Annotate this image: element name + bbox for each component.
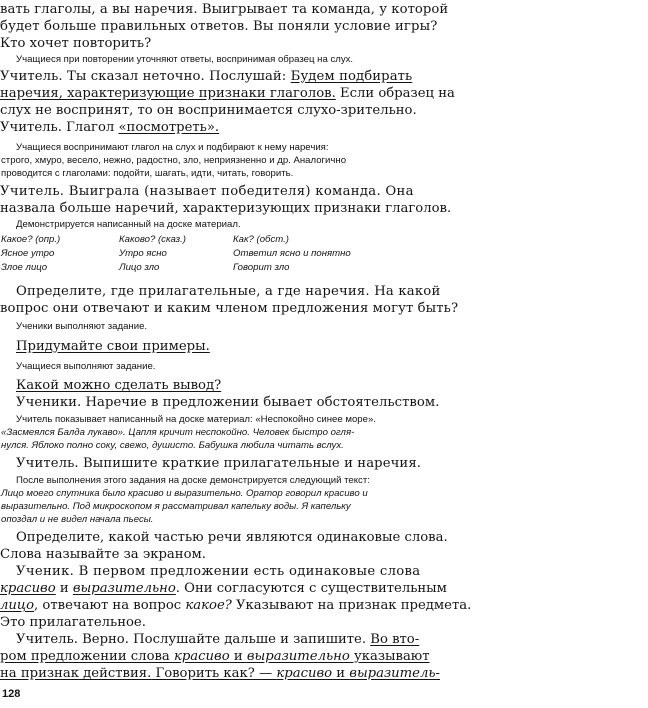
text-line — [0, 119, 415, 136]
text-line: Определите, где прилагательные, а где наречия. На какой — [16, 284, 441, 299]
underlined-word: выразительно — [72, 581, 176, 596]
underlined-phrase: наречия, характеризующие признаки глаголов. — [0, 86, 336, 101]
text-line: Кто хочет повторить? — [0, 36, 152, 51]
underlined-word: лицо — [0, 598, 35, 613]
underlined-phrase: Говорить как? — — [151, 666, 277, 681]
text-line: вопрос они отвечают и каким членом предложения могут быть? — [0, 301, 459, 316]
table-cell: Какое? (опр.) — [1, 234, 61, 245]
table-cell: Злое лицо — [1, 262, 48, 273]
teacher-speech: Учитель. Ты сказал неточно. Послушай: — [0, 69, 291, 84]
note-line: нулся. Яблоко полно соку, свежо, душисто. Бабушка любила читать вслух. — [1, 440, 344, 451]
underlined-word: красиво — [173, 649, 230, 664]
text-line — [0, 597, 472, 614]
text-line: вать глаголы, а вы наречия. Выигрывает та команда, у которой — [0, 2, 449, 17]
note-line: выразительно. Под микроскопом я рассматривал капельку воды. Я капельку — [1, 501, 351, 512]
note-line: Лицо моего спутника было красиво и выразительно. Оратор говорил красиво и — [1, 488, 368, 499]
text-line — [16, 338, 431, 355]
note-line: Демонстрируется написанный на доске материал. — [16, 219, 241, 230]
text-line: будет больше правильных ответов. Вы поняли условие игры? — [0, 19, 438, 34]
underlined-phrase: Какой можно сделать вывод? — [16, 378, 222, 393]
text-fragment: Указывают на признак предмета. — [231, 598, 472, 613]
note-line: После выполнения этого задания на доске демонстрируется следующий текст: — [16, 475, 370, 486]
text-line: Это прилагательное. — [0, 615, 146, 630]
text-line: назвала больше наречий, характеризующих признаки глаголов. — [0, 201, 452, 216]
teacher-speech: Учитель. Верно. Послушайте дальше и запишите. — [16, 632, 371, 647]
table-cell: Утро ясно — [119, 248, 167, 259]
text-fragment: Если образец на — [335, 86, 455, 101]
text-line — [0, 68, 415, 85]
underlined-phrase: на признак действия. — [0, 666, 152, 681]
table-cell: Ясное утро — [1, 248, 55, 259]
text-line — [0, 665, 441, 682]
text-fragment: и — [55, 581, 73, 596]
text-line — [16, 631, 431, 648]
underlined-phrase: и — [229, 649, 247, 664]
note-line: «Засмеялся Балда лукаво». Цапля кричит неспокойно. Человек быстро огля- — [1, 427, 355, 438]
note-line: строго, хмуро, весело, нежно, радостно, зло, неприязненно и др. Аналогично — [1, 155, 347, 166]
underlined-word: выразительно — [246, 649, 350, 664]
text-line — [0, 85, 455, 102]
text-line — [0, 648, 430, 665]
text-line: Учитель. Выиграла (называет победителя) команда. Она — [0, 184, 414, 199]
table-cell: Как? (обст.) — [233, 234, 289, 245]
note-line: Учащиеся воспринимают глагол на слух и подбирают к нему наречия: — [16, 142, 329, 153]
underlined-phrase: указывают — [349, 649, 430, 664]
note-line: Ученики выполняют задание. — [16, 321, 148, 332]
underlined-phrase: Будем подбирать — [290, 69, 413, 84]
note-line: Учитель показывает написанный на доске материал: «Неспокойно синее море». — [16, 414, 376, 425]
note-line: опоздал и не видел начала пьесы. — [1, 514, 154, 525]
underlined-word: красиво — [276, 666, 333, 681]
table-cell: Ответил ясно и понятно — [233, 248, 351, 259]
text-line: слух не воспринят, то он воспринимается слухо-зрительно. — [0, 103, 417, 118]
text-line: Ученики. Наречие в предложении бывает обстоятельством. — [16, 395, 440, 410]
underlined-phrase: ром предложении слова — [0, 649, 174, 664]
text-fragment: . Они согласуются с существительным — [175, 581, 447, 596]
underlined-word: выразитель- — [349, 666, 441, 681]
underlined-phrase: Придумайте свои примеры. — [16, 339, 210, 354]
page-number: 128 — [2, 688, 21, 700]
text-line: Учитель. Выпишите краткие прилагательные и наречия. — [16, 456, 422, 471]
table-cell: Лицо зло — [119, 262, 160, 273]
note-line: Учащиеся выполняют задание. — [16, 361, 156, 372]
underlined-word: красиво — [0, 581, 56, 596]
text-line — [16, 377, 431, 394]
table-cell: Каково? (сказ.) — [119, 234, 186, 245]
text-line: Определите, какой частью речи являются одинаковые слова. — [16, 530, 448, 545]
text-line — [0, 580, 447, 597]
question-word: какое? — [185, 598, 232, 613]
text-line: Слова называйте за экраном. — [0, 547, 206, 562]
teacher-speech: Учитель. Глагол — [0, 120, 119, 135]
text-line: Ученик. В первом предложении есть одинаковые слова — [16, 564, 421, 579]
underlined-phrase: «посмотреть». — [118, 120, 220, 135]
underlined-phrase: Во вто- — [370, 632, 420, 647]
underlined-phrase: и — [332, 666, 350, 681]
note-line: Учащиеся при повторении уточняют ответы, воспринимая образец на слух. — [16, 54, 354, 65]
text-fragment: , отвечают на вопрос — [34, 598, 186, 613]
table-cell: Говорит зло — [233, 262, 290, 273]
note-line: проводится с глаголами: подойти, шагать, идти, читать, говорить. — [1, 168, 294, 179]
